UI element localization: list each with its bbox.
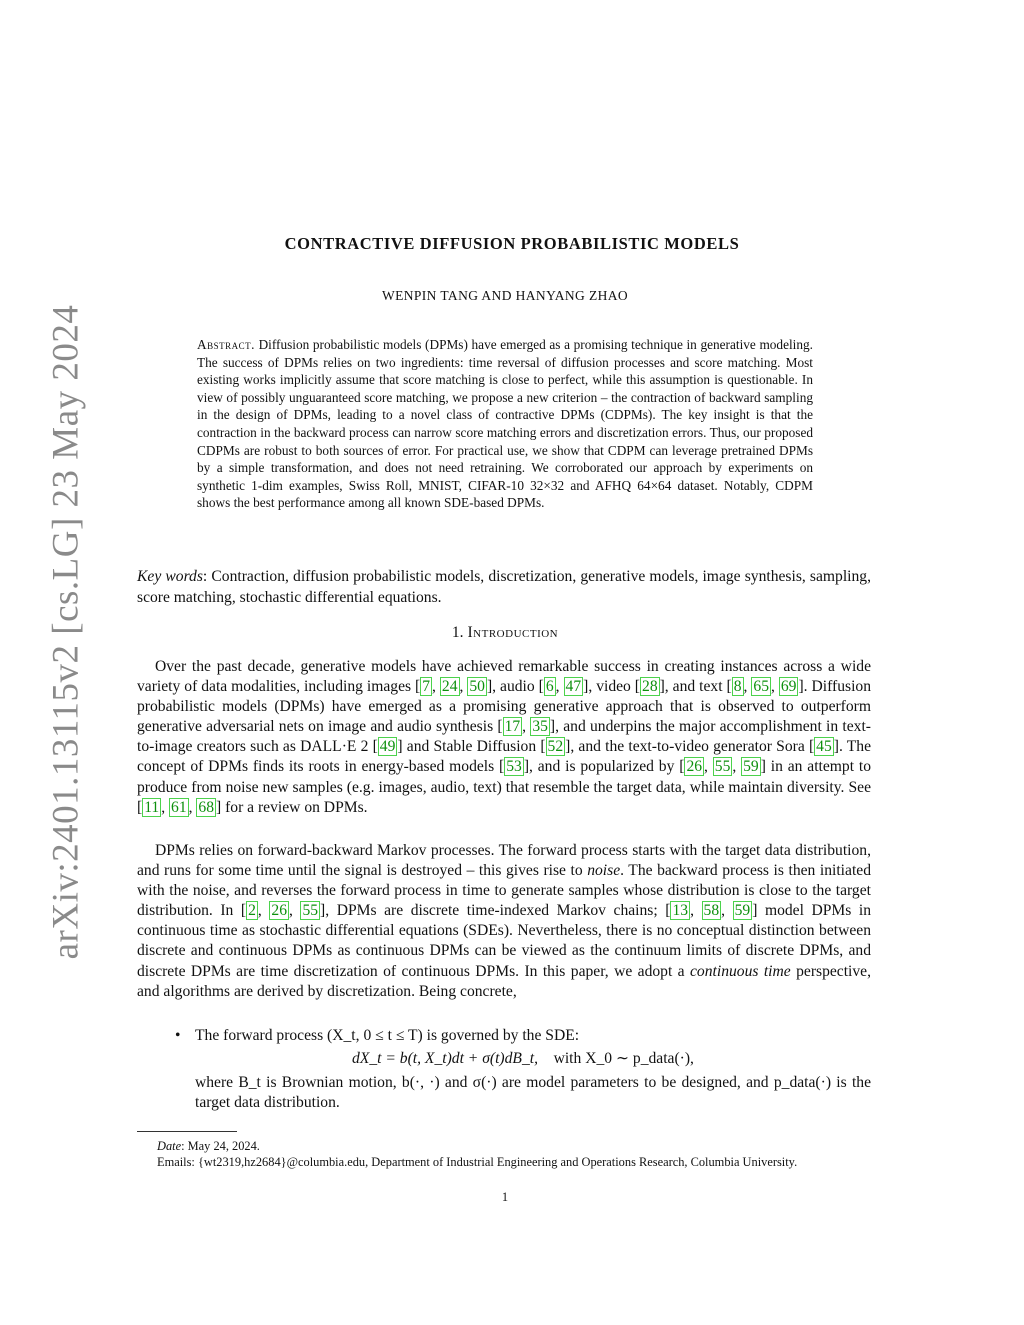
citation-link[interactable]: 8 (733, 678, 742, 696)
citation-link[interactable]: 17 (504, 718, 521, 736)
paper-title: CONTRACTIVE DIFFUSION PROBABILISTIC MODELS (284, 234, 740, 253)
equation-condition: with X_0 ∼ p_data(·), (553, 1050, 694, 1068)
citation-link[interactable]: 50 (469, 678, 485, 696)
citation-link[interactable]: 26 (271, 902, 287, 920)
citation-link[interactable]: 28 (642, 678, 658, 696)
bullet-item (175, 1026, 871, 1113)
citation-link[interactable]: 2 (248, 902, 256, 920)
section-heading (0, 624, 1010, 642)
intro-body-2 (137, 841, 871, 1002)
citation-link[interactable]: 11 (144, 798, 160, 816)
citation-link[interactable]: 69 (780, 678, 797, 696)
page-number: 1 (501, 1190, 509, 1204)
citation-link[interactable]: 55 (714, 758, 731, 776)
bullet-explanation: where B_t is Brownian motion, b(·, ·) and σ(·) are model parameters to be designed, and p_data(·) is the target data distribution. (195, 1074, 871, 1112)
keywords-label: Key words (137, 568, 203, 585)
keywords (137, 567, 871, 608)
citation-link[interactable]: 47 (565, 678, 582, 696)
equation-main: dX_t = b(t, X_t)dt + σ(t)dB_t, (352, 1050, 538, 1068)
citation-link[interactable]: 24 (441, 678, 458, 696)
citation-link[interactable]: 65 (753, 678, 769, 696)
footnote-rule (137, 1131, 237, 1132)
citation-link[interactable]: 59 (743, 758, 759, 776)
citation-link[interactable]: 45 (816, 738, 832, 756)
section-title: Introduction (467, 624, 559, 641)
arxiv-watermark: arXiv:2401.13115v2 [cs.LG] 23 May 2024 (45, 304, 87, 960)
abstract-text: Diffusion probabilistic models (DPMs) have emerged as a promising technique in generative modeling. The success of DPMs relies on two ingredients: time reversal of diffusion processes and score matching. Most existing works implicitly assume that score matching is close to perfect, while this assumption is questionable. In view of possibly unguaranteed score matching, we propose a new criterion – the contraction of backward sampling in the design of DPMs, leading to a novel class of contractive DPMs (CDPMs). The key insight is that the contraction in the backward process can narrow score matching errors and discretization errors. Thus, our proposed CDPMs are robust to both sources of error. For practical use, we show that CDPM can leverage pretrained DPMs by a simple transformation, and does not need retraining. We corroborated our approach by experiments on synthetic 1-dim examples, Swiss Roll, MNIST, CIFAR-10 32×32 and AFHQ 64×64 dataset. Notably, CDPM shows the best performance among all known SDE-based DPMs. (197, 337, 813, 511)
citation-link[interactable]: 68 (198, 798, 214, 816)
paper-authors: WENPIN TANG AND HANYANG ZHAO (381, 288, 629, 303)
section-number: 1. (451, 624, 464, 641)
footnote-emails: Emails: {wt2319,hz2684}@columbia.edu, Department of Industrial Engineering and Operations Research, Columbia University. (157, 1155, 798, 1169)
citation-link[interactable]: 49 (379, 738, 396, 756)
footnotes (137, 1138, 871, 1170)
citation-link[interactable]: 59 (734, 902, 751, 920)
intro-paragraph-2: DPMs relies on forward-backward Markov processes. The forward process starts with the target data distribution, and runs for some time until the signal is destroyed – this gives rise to noise. The backward process is then initiated with the noise, and reverses the forward process in time to generate samples whose distribution is close to the target distribution. In [ 2 , 26 , 55 ], DPMs are discrete time-indexed Markov chains; [ 13 , 58 , 59 ] model DPMs in continuous time as stochastic differential equations (SDEs). Nevertheless, there is no conceptual distinction between discrete and continuous DPMs as continuous DPMs can be viewed as the continuum limits of discrete DPMs, and discrete DPMs are time discretization of continuous DPMs. In this paper, we adopt a continuous time perspective, and algorithms are derived by discretization. Being concrete, (137, 842, 872, 1000)
citation-link[interactable]: 61 (171, 798, 187, 816)
citation-link[interactable]: 7 (422, 678, 431, 696)
bullet-intro: The forward process (X_t, 0 ≤ t ≤ T) is governed by the SDE: (195, 1027, 580, 1044)
sde-equation (175, 1049, 871, 1069)
citation-link[interactable]: 53 (506, 758, 522, 776)
citation-link[interactable]: 55 (302, 902, 319, 920)
bullet-symbol: • (175, 1027, 181, 1044)
intro-paragraph-1: Over the past decade, generative models have achieved remarkable success in creating instances across a wide variety of data modalities, including images [ 7 , 24 , 50 ], audio [ 6 , 47 ], video [ 28 ], and text [ 8 , 65 , 69 ]. Diffusion probabilistic models (DPMs) have emerged as a promising generative approach that is observed to outperform generative adversarial nets on image and audio synthesis [ 17 , 35 ], and underpins the major accomplishment in text-to-image creators such as DALL·E 2 [ 49 ] and Stable Diffusion [ 52 ], and the text-to-video generator Sora [ 45 ]. The concept of DPMs finds its roots in energy-based models [ 53 ], and is popularized by [ 26 , 55 , 59 ] in an attempt to produce from noise new samples (e.g. images, audio, text) that resemble the target data, while maintain diversity. See [ 11 , 61 , 68 ] for a review on DPMs. (137, 658, 872, 816)
citation-link[interactable]: 6 (545, 678, 554, 696)
abstract (197, 336, 813, 512)
footnote-date: Date: May 24, 2024. (157, 1139, 260, 1153)
abstract-label: Abstract. (197, 337, 255, 352)
citation-link[interactable]: 35 (532, 718, 548, 736)
keywords-text: : Contraction, diffusion probabilistic models, discretization, generative models, image synthesis, sampling, score matching, stochastic differential equations. (137, 568, 871, 606)
citation-link[interactable]: 58 (703, 902, 720, 920)
intro-body (137, 657, 871, 818)
citation-link[interactable]: 13 (672, 902, 689, 920)
citation-link[interactable]: 52 (547, 738, 564, 756)
citation-link[interactable]: 26 (686, 758, 703, 776)
